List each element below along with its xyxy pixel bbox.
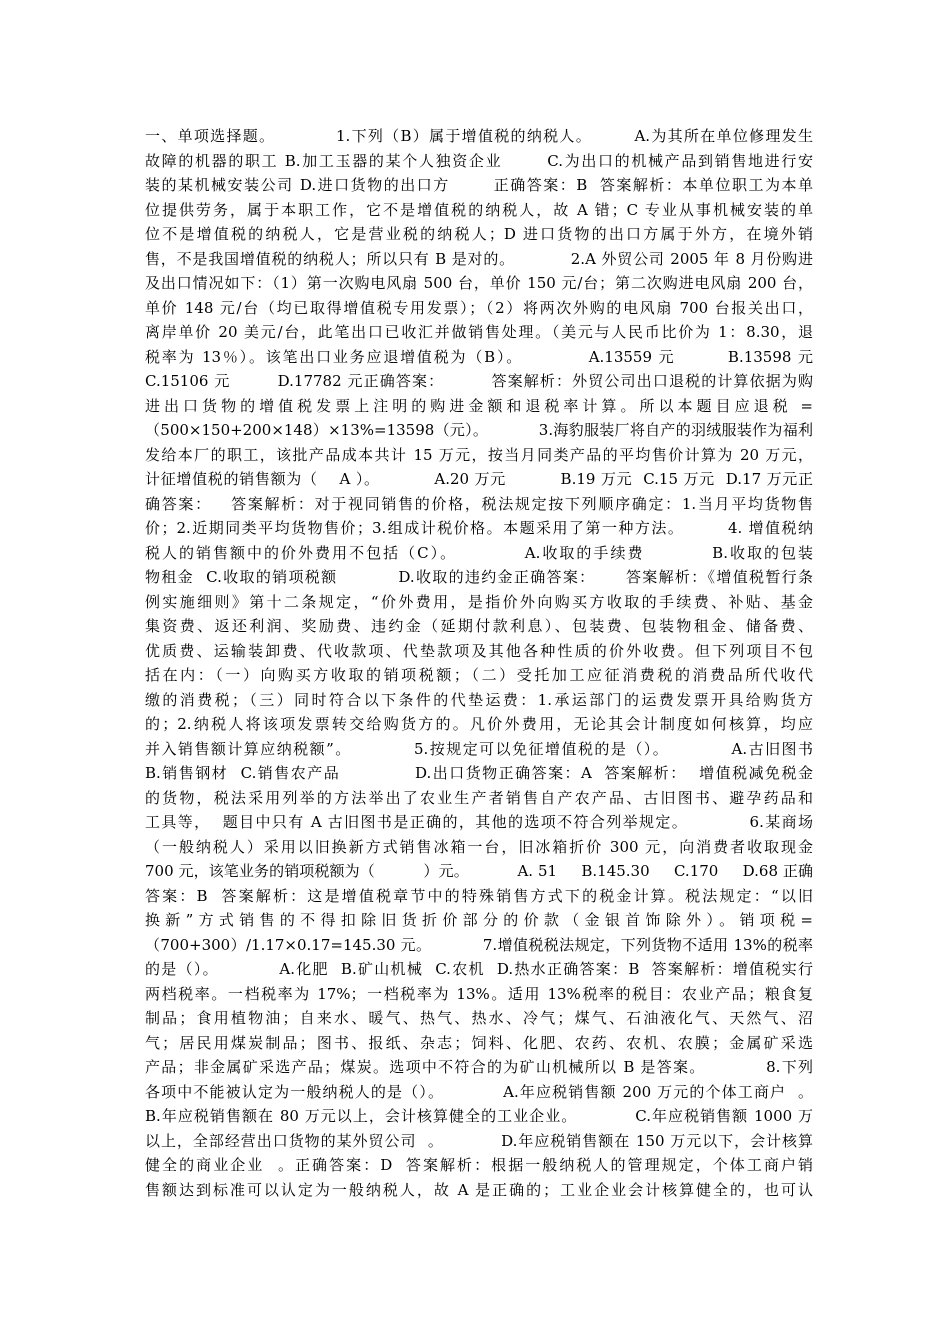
text-line: 缴的消费税；（三）同时符合以下条件的代垫运费：1.承运部门的运费发票开具给购货方: [145, 690, 813, 709]
text-line: 发给本厂的职工，该批产品成本共计 15 万元，按当月同类产品的平均售价计算为 20 万元，: [145, 445, 813, 464]
text-line: 并入销售额计算应纳税额”。 5.按规定可以免征增值税的是（）。 A.古旧图书: [145, 739, 813, 758]
text-line: 价；2.近期同类平均货物售价；3.组成计税价格。本题采用了第一种方法。 4. 增值税纳: [145, 519, 813, 537]
body-text: [145, 124, 813, 1202]
text-line: 位不是增值税的纳税人，它是营业税的纳税人；D 进口货物的出口方属于外方，在境外销: [145, 225, 813, 243]
text-line: 健全的商业企业 。正确答案：D 答案解析：根据一般纳税人的管理规定，个体工商户销: [145, 1156, 813, 1174]
text-line: 确答案： 答案解析：对于视同销售的价格，税法规定按下列顺序确定：1.当月平均货物售: [145, 494, 813, 513]
text-line: 的；2.纳税人将该项发票转交给购货方的。凡价外费用，无论其会计制度如何核算，均应: [145, 715, 813, 733]
text-line: 售，不是我国增值税的纳税人；所以只有 B 是对的。 2.A 外贸公司 2005 年 8 月份购进: [145, 249, 813, 268]
text-line: 例实施细则》第十二条规定，“价外费用，是指价外向购买方收取的手续费、补贴、基金: [145, 592, 813, 611]
text-line: 物租金 C.收取的销项税额 D.收取的违约金正确答案： 答案解析：《增值税暂行条: [145, 568, 813, 586]
text-line: 700 元，该笔业务的销项税额为（ ）元。 A. 51 B.145.30 C.170 D.68 正确: [145, 862, 813, 880]
text-line: 税率为 13％）。该笔出口业务应退增值税为（B）。 A.13559 元 B.13598 元: [145, 347, 813, 366]
text-line: 单价 148 元/台（均已取得增值税专用发票）；（2）将两次外购的电风扇 700 台报关出口，: [145, 298, 813, 317]
text-line: B.销售钢材 C.销售农产品 D.出口货物正确答案：A 答案解析： 增值税减免税金: [145, 764, 813, 782]
text-line: （700+300）/1.17×0.17=145.30 元。 7.增值税税法规定，下列货物不适用 13%的税率: [145, 935, 813, 954]
text-line: 优质费、运输装卸费、代收款项、代垫款项及其他各种性质的价外收费。但下列项目不包: [145, 641, 813, 660]
text-line: 工具等， 题目中只有 A 古旧图书是正确的，其他的选项不符合列举规定。 6.某商场: [145, 813, 813, 831]
text-line: 制品；食用植物油；自来水、暖气、热气、热水、冷气；煤气、石油液化气、天然气、沼: [145, 1009, 813, 1027]
text-line: 计征增值税的销售额为（ A ）。 A.20 万元 B.19 万元 C.15 万元 D.17 万元正: [145, 470, 813, 488]
text-line: 各项中不能被认定为一般纳税人的是（）。 A.年应税销售额 200 万元的个体工商户 。: [145, 1082, 813, 1101]
text-line: 装的某机械安装公司 D.进口货物的出口方 正确答案：B 答案解析：本单位职工为本单: [145, 176, 813, 194]
text-line: 气；居民用煤炭制品；图书、报纸、杂志；饲料、化肥、农药、农机、农膜；金属矿采选: [145, 1033, 813, 1052]
text-line: 以上，全部经营出口货物的某外贸公司 。 D.年应税销售额在 150 万元以下，会计核算: [145, 1131, 813, 1150]
text-line: 进出口货物的增值税发票上注明的购进金额和退税率计算。所以本题目应退税 =: [145, 396, 813, 415]
text-line: B.年应税销售额在 80 万元以上，会计核算健全的工业企业。 C.年应税销售额 1000 万: [145, 1107, 813, 1125]
text-line: 离岸单价 20 美元/台，此笔出口已收汇并做销售处理。（美元与人民币比价为 1：8.30，退: [145, 323, 813, 341]
text-line: 及出口情况如下：（1）第一次购电风扇 500 台，单价 150 元/台；第二次购进电风扇 200 台，: [145, 274, 813, 292]
text-line: 的货物，税法采用列举的方法举出了农业生产者销售自产农产品、古旧图书、避孕药品和: [145, 788, 813, 807]
text-line: 集资费、返还利润、奖励费、违约金（延期付款利息）、包装费、包装物租金、储备费、: [145, 617, 813, 635]
text-line: 售额达到标准可以认定为一般纳税人，故 A 是正确的；工业企业会计核算健全的，也可认: [145, 1180, 813, 1199]
text-line: 换新”方式销售的不得扣除旧货折价部分的价款（金银首饰除外）。销项税=: [145, 911, 813, 929]
text-line: 括在内：（一）向购买方收取的销项税额；（二）受托加工应征消费税的消费品所代收代: [145, 666, 813, 684]
text-line: 位提供劳务，属于本职工作，它不是增值税的纳税人，故 A 错；C 专业从事机械安装的单: [145, 200, 813, 219]
text-line: 产品；非金属矿采选产品；煤炭。选项中不符合的为矿山机械所以 B 是答案。 8.下列: [145, 1058, 813, 1076]
text-line: （一般纳税人）采用以旧换新方式销售冰箱一台，旧冰箱折价 300 元，向消费者收取现金: [145, 837, 813, 856]
text-line: （500×150+200×148）×13%=13598（元）。 3.海豹服装厂将自产的羽绒服装作为福利: [145, 421, 813, 439]
text-line: 的是（）。 A.化肥 B.矿山机械 C.农机 D.热水正确答案：B 答案解析：增值税实行: [145, 960, 813, 978]
text-line: 税人的销售额中的价外费用不包括（C）。 A.收取的手续费 B.收取的包装: [145, 543, 813, 562]
text-line: C.15106 元 D.17782 元正确答案： 答案解析：外贸公司出口退税的计算依据为购: [145, 372, 813, 390]
text-line: 一、单项选择题。 1.下列（B）属于增值税的纳税人。 A.为其所在单位修理发生: [145, 127, 813, 145]
text-line: 答案：B 答案解析：这是增值税章节中的特殊销售方式下的税金计算。税法规定：“以旧: [145, 886, 813, 905]
text-line: 两档税率。一档税率为 17%；一档税率为 13%。适用 13%税率的税目：农业产品；粮食复: [145, 984, 813, 1003]
text-line: 故障的机器的职工 B.加工玉器的某个人独资企业 C.为出口的机械产品到销售地进行安: [145, 151, 813, 170]
